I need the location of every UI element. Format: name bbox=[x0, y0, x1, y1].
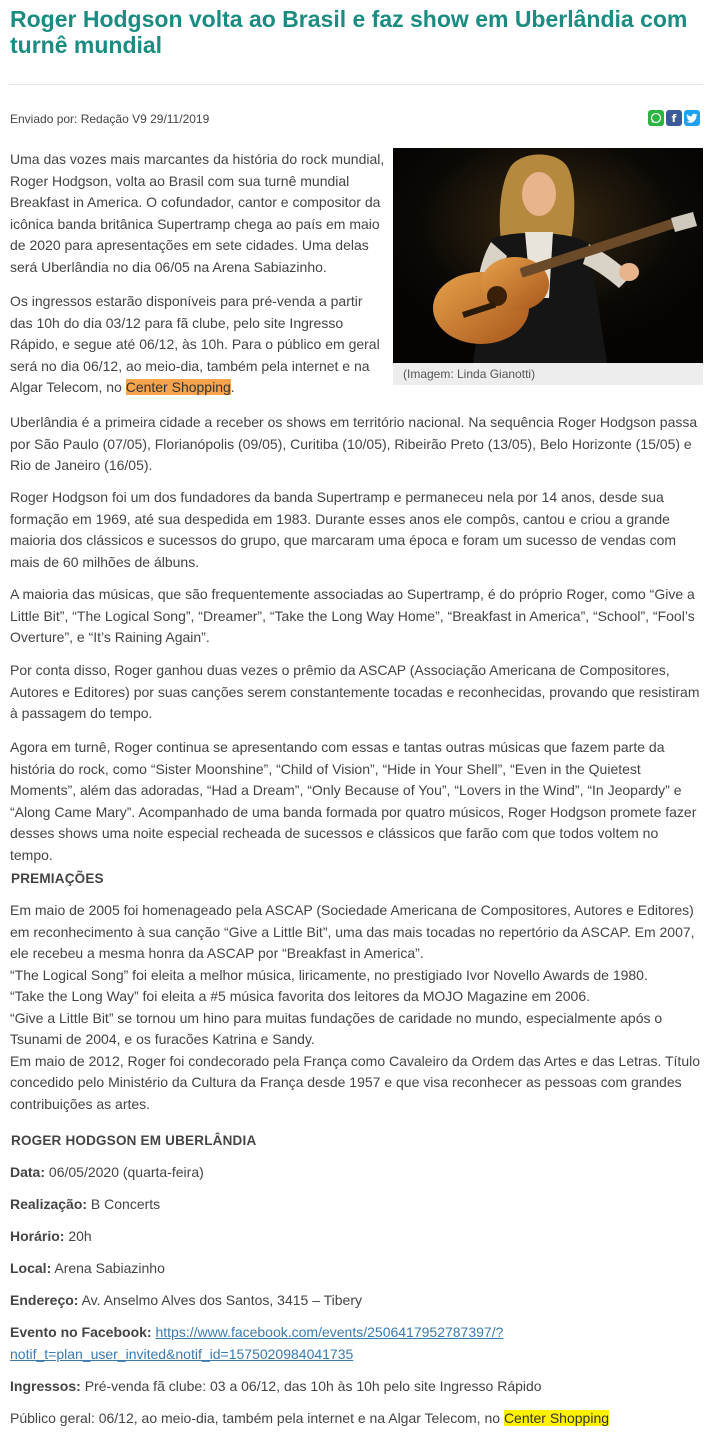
producer-value: B Concerts bbox=[87, 1196, 161, 1212]
awards-paragraph-france: Em maio de 2012, Roger foi condecorado pela França como Cavaleiro da Ordem das Artes e das Letras. Título concedido pelo Ministério da Cultura da França desde 1957 e que visa reconhecer as pessoas com grandes contribuições as artes. bbox=[10, 1052, 700, 1112]
awards-block bbox=[10, 900, 703, 1115]
awards-paragraph-charity: “Give a Little Bit” se tornou um hino para muitas fundações de caridade no mundo, especialmente após o Tsunami de 2004, e os furacões Katrina e Sandy. bbox=[10, 1009, 663, 1047]
tickets-label: Ingressos: bbox=[10, 1378, 81, 1394]
event-general-public bbox=[10, 1408, 703, 1430]
general-public-text: Público geral: 06/12, ao meio-dia, também pela internet e na Algar Telecom, no bbox=[10, 1410, 504, 1426]
address-label: Endereço: bbox=[10, 1292, 79, 1308]
event-address bbox=[10, 1290, 703, 1312]
venue-value: Arena Sabiazinho bbox=[51, 1260, 165, 1276]
awards-paragraph-mojo: “Take the Long Way” foi eleita a #5 música favorita dos leitores da MOJO Magazine em 2006. bbox=[10, 988, 590, 1004]
center-shopping-highlight-yellow: Center Shopping bbox=[503, 1410, 610, 1426]
facebook-icon[interactable]: f bbox=[666, 110, 682, 126]
tickets-end: . bbox=[230, 379, 235, 395]
facebook-label: Evento no Facebook: bbox=[10, 1324, 152, 1340]
paragraph-supertramp: Roger Hodgson foi um dos fundadores da banda Supertramp e permaneceu nela por 14 anos, desde sua formação em 1969, até sua despedida em 1983. Durante esses anos ele compôs, cantou e criou a grande maioria dos clássicos e sucessos do grupo, que marcaram uma época e foram um sucesso de vendas com mais de 60 milhões de álbuns. bbox=[10, 489, 677, 570]
awards-paragraph-ascap-2005: Em maio de 2005 foi homenageado pela ASCAP (Sociedade Americana de Compositores, Autores e Editores) em reconhecimento à sua canção “Give a Little Bit”, uma das mais tocadas no repertório da ASCAP. Em 2007, ele recebeu a mesma honra da ASCAP por “Breakfast in America”. bbox=[10, 902, 695, 961]
event-venue bbox=[10, 1258, 703, 1280]
title-divider bbox=[9, 84, 703, 85]
paragraph-tour: Agora em turnê, Roger continua se apresentando com essas e tantas outras músicas que fazem parte da história do rock, como “Sister Moonshine”, “Child of Vision”, “Hide in Your Shell”, “Even in the Quietest Moments”, além das adoradas, “Had a Dream”, “Only Because of You”, “Lovers in the Wind”, “In Jeopardy” e “Along Came Mary”. Acompanhado de uma banda formada por quatro músicos, Roger Hodgson promete fazer desses shows uma noite especial recheada de sucessos e clássicos que farão com que todos voltem no tempo. bbox=[10, 739, 697, 863]
awards-heading: PREMIAÇÕES bbox=[11, 871, 104, 886]
article-figure bbox=[393, 148, 703, 385]
share-buttons bbox=[648, 110, 700, 126]
tickets-value: Pré-venda fã clube: 03 a 06/12, das 10h às 10h pelo site Ingresso Rápido bbox=[80, 1378, 542, 1394]
address-value: Av. Anselmo Alves dos Santos, 3415 – Tibery bbox=[78, 1292, 363, 1308]
time-label: Horário: bbox=[10, 1228, 65, 1244]
whatsapp-icon[interactable] bbox=[648, 110, 664, 126]
image-caption: (Imagem: Linda Gianotti) bbox=[403, 367, 536, 381]
paragraph-intro: Uma das vozes mais marcantes da história do rock mundial, Roger Hodgson, volta ao Brasil com sua turnê mundial Breakfast in America. O cofundador, cantor e compositor da icônica banda britânica Supertramp chega ao país em maio de 2020 para apresentações em sete cidades. Uma delas será Uberlândia no dia 06/05 na Arena Sabiazinho. bbox=[10, 151, 385, 275]
event-time bbox=[10, 1226, 703, 1248]
paragraph-ascap: Por conta disso, Roger ganhou duas vezes o prêmio da ASCAP (Associação Americana de Compositores, Autores e Editores) por suas canções serem constantemente tocadas e reconhecidas, provando que resistiram à passagem do tempo. bbox=[10, 662, 700, 721]
event-tickets bbox=[10, 1376, 703, 1398]
venue-label: Local: bbox=[10, 1260, 52, 1276]
center-shopping-highlight: Center Shopping bbox=[125, 379, 231, 395]
awards-paragraph-ivor-novello: “The Logical Song” foi eleita a melhor música, liricamente, no prestigiado Ivor Novello Awards de 1980. bbox=[10, 966, 648, 983]
paragraph-songs: A maioria das músicas, que são frequentemente associadas ao Supertramp, é do próprio Roger, como “Give a Little Bit”, “The Logical Song”, “Dreamer”, “Take the Long Way Home”, “Breakfast in America”, “School”, “Fool’s Overture”, e “It’s Raining Again”. bbox=[10, 586, 695, 645]
facebook-link-line2: notif_t=plan_user_invited&notif_id=1575020984041735 bbox=[10, 1345, 354, 1362]
event-facebook bbox=[10, 1322, 703, 1365]
facebook-link-line1: https://www.facebook.com/events/2506417952787397/? bbox=[155, 1324, 504, 1340]
event-heading: ROGER HODGSON EM UBERLÂNDIA bbox=[11, 1133, 257, 1148]
paragraph-tickets bbox=[10, 291, 385, 399]
event-date bbox=[10, 1162, 703, 1184]
tickets-text: Os ingressos estarão disponíveis para pré-venda a partir das 10h do dia 03/12 para fã clube, pelo site Ingresso Rápido, e segue até 06/12, às 10h. Para o público em geral será no dia 06/12, ao meio-dia, também pela internet e na Algar Telecom, no bbox=[10, 293, 380, 395]
paragraph-tour-cities: Uberlândia é a primeira cidade a receber os shows em território nacional. Na sequência Roger Hodgson passa por São Paulo (07/05), Florianópolis (09/05), Curitiba (10/05), Ribeirão Preto (13/05), Belo Horizonte (15/05) e Rio de Janeiro (16/05). bbox=[10, 414, 698, 473]
twitter-icon[interactable] bbox=[684, 110, 700, 126]
article-title: Roger Hodgson volta ao Brasil e faz show em Uberlândia com turnê mundial bbox=[10, 6, 688, 58]
event-producer bbox=[10, 1194, 703, 1216]
article-byline: Enviado por: Redação V9 29/11/2019 bbox=[10, 112, 210, 126]
date-value: 06/05/2020 (quarta-feira) bbox=[45, 1164, 204, 1180]
producer-label: Realização: bbox=[10, 1196, 88, 1212]
time-value: 20h bbox=[64, 1228, 92, 1244]
article-photo bbox=[393, 148, 703, 363]
date-label: Data: bbox=[10, 1164, 46, 1180]
